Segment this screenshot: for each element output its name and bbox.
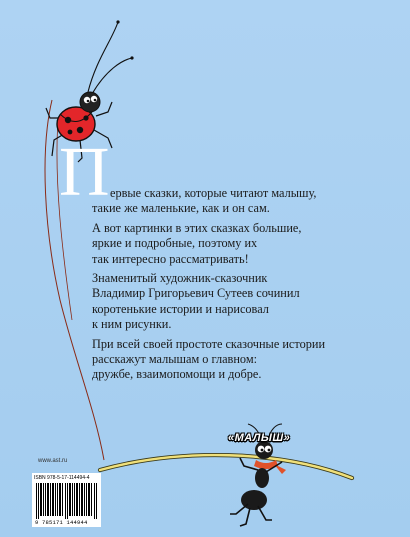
text-line: яркие и подробные, поэтому их (92, 236, 258, 251)
barcode-number: 9 785171 144944 (35, 519, 88, 526)
text-line: расскажут малышам о главном: (92, 352, 258, 367)
blurb-text (92, 186, 392, 387)
text-line: к ним рисунки. (92, 317, 172, 332)
text-line: Владимир Григорьевич Сутеев сочинил (92, 286, 300, 301)
text-line: ервые сказки, которые читают малышу, (110, 186, 317, 200)
text-line: дружбе, взаимопомощи и добре. (92, 367, 262, 382)
text-line: А вот картинки в этих сказках большие, (92, 220, 302, 235)
paragraph (92, 186, 392, 217)
text-line: так интересно рассматривать! (92, 251, 249, 266)
paragraph (92, 337, 392, 383)
barcode-icon (36, 483, 97, 519)
website-url: www.ast.ru (38, 458, 68, 464)
text-line: такие же маленькие, как и он сам. (92, 201, 270, 216)
barcode-block (32, 473, 101, 527)
publisher-logo: «МАЛЫШ» (228, 432, 291, 444)
text-line: Знаменитый художник-сказочник (92, 271, 268, 286)
isbn-text: ISBN 978-5-17-114494-4 (34, 475, 90, 481)
text-line: коротенькие истории и нарисовал (92, 301, 269, 316)
text-line: При всей своей простоте сказочные истории (92, 336, 326, 351)
drop-cap: П (59, 134, 110, 211)
paragraph (92, 221, 392, 267)
paragraph (92, 271, 392, 333)
